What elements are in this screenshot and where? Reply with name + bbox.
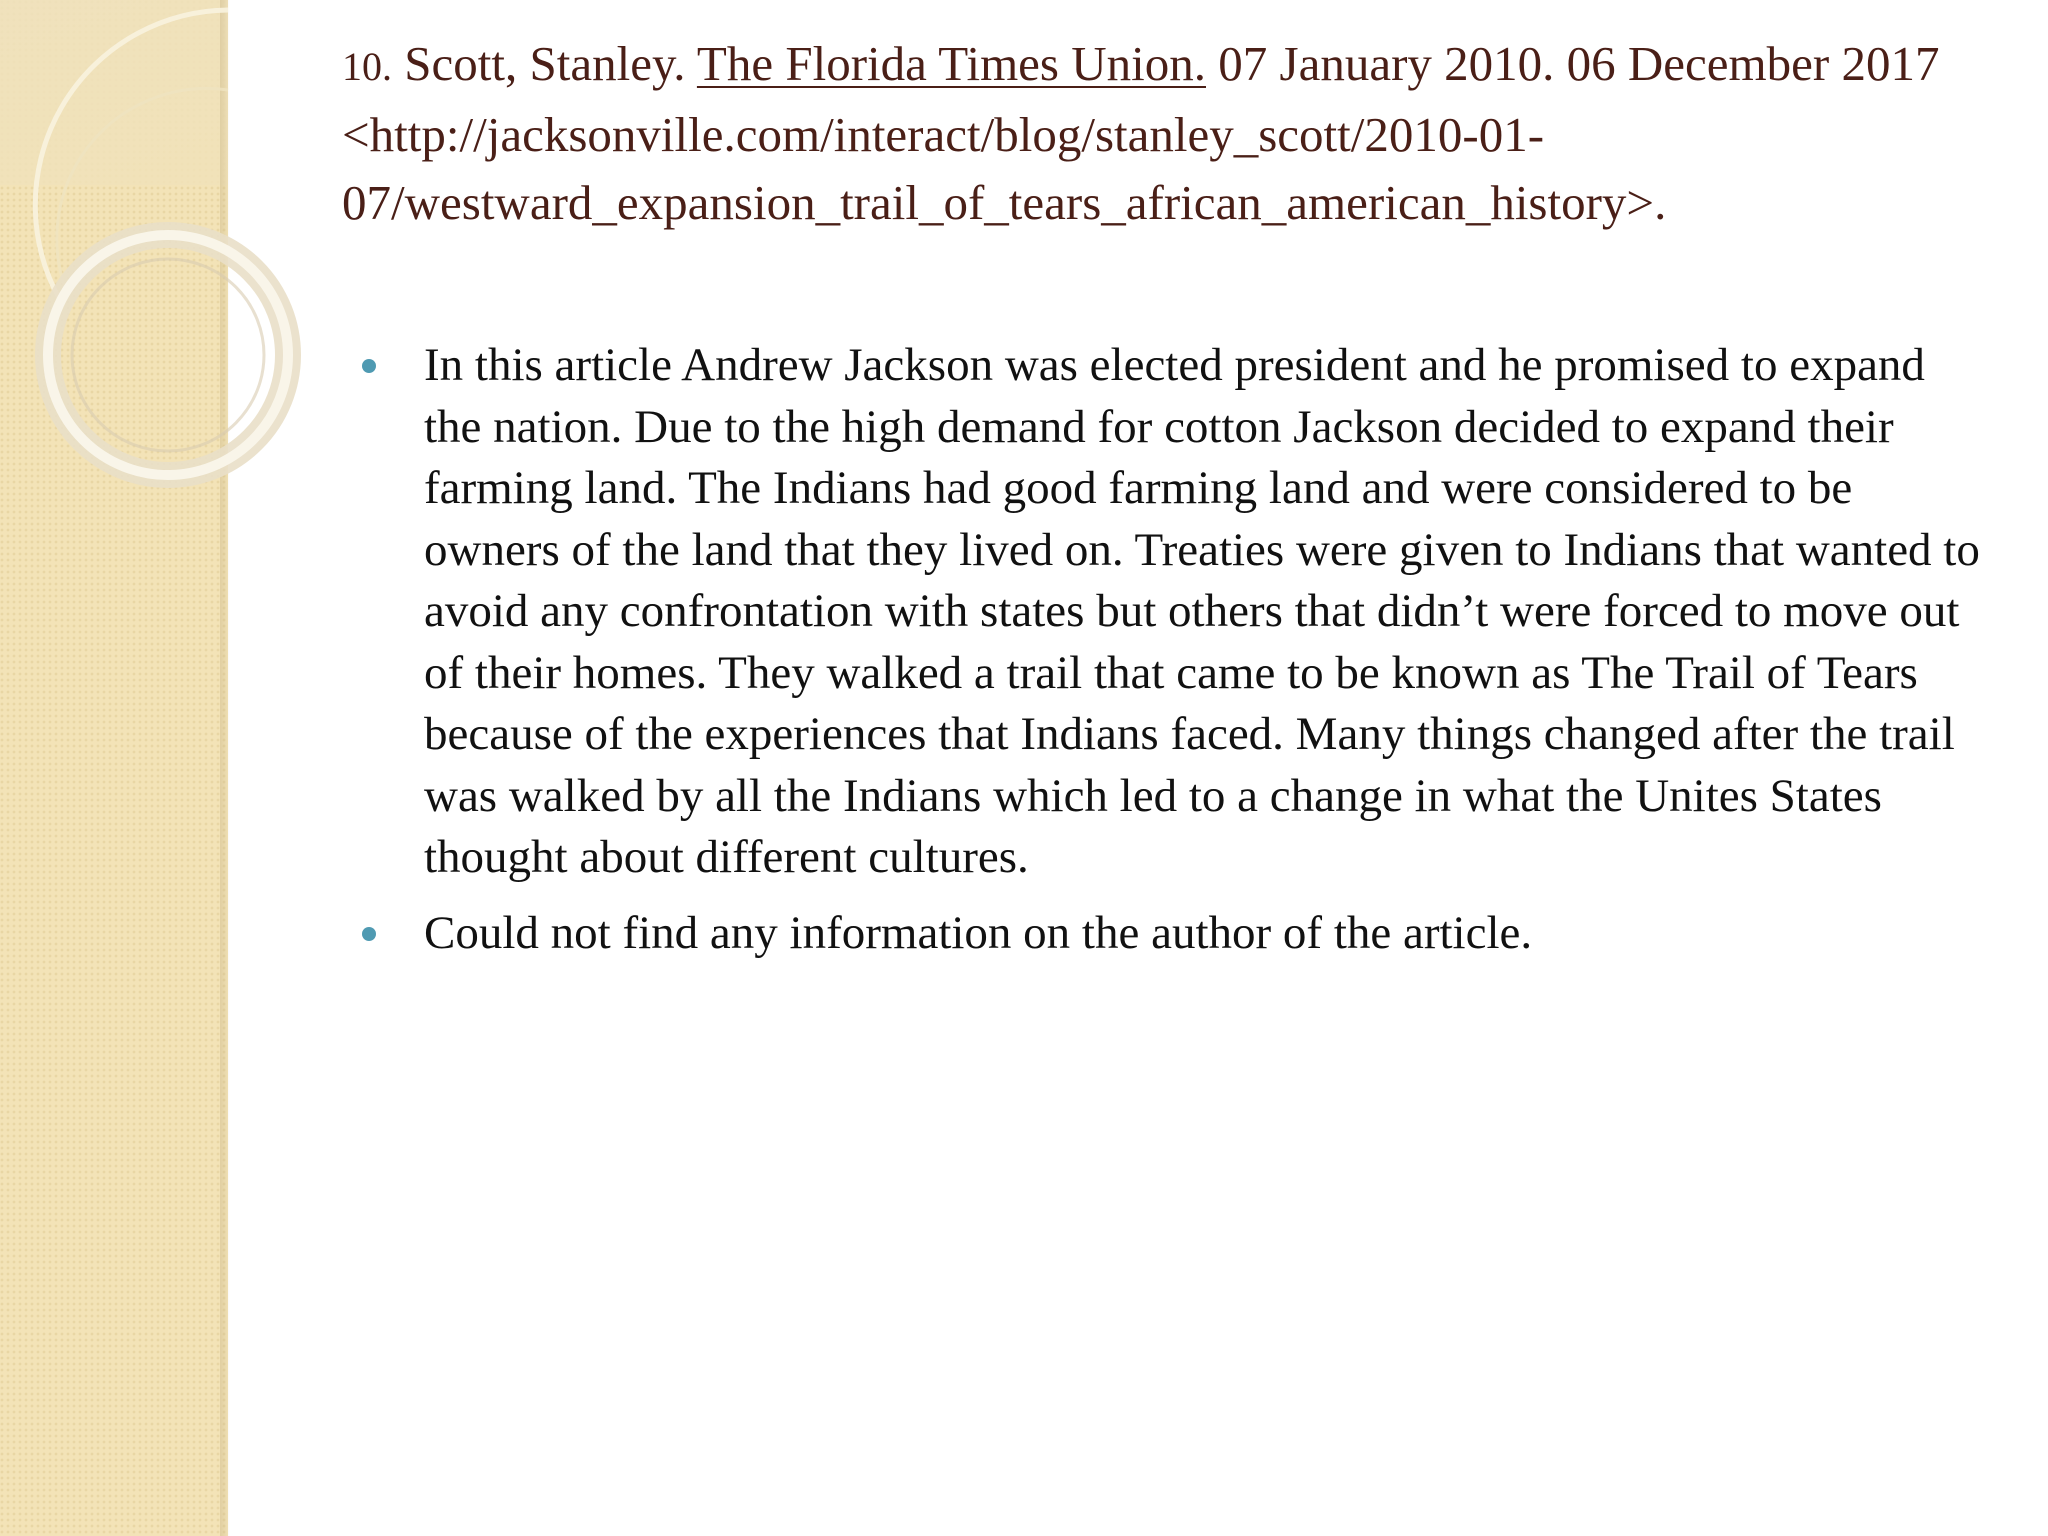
bullet-text: Could not find any information on the author of the article. <box>424 906 1533 959</box>
summary-bullet-list <box>360 335 1990 978</box>
citation-url-line-2: 07/westward_expansion_trail_of_tears_african_american_history>. <box>342 175 1667 230</box>
citation-url-line-1: <http://jacksonville.com/interact/blog/stanley_scott/2010-01- <box>342 107 1545 162</box>
bullet-item-author-note <box>360 903 1990 965</box>
citation-dates: 07 January 2010. 06 December 2017 <box>1218 36 1940 91</box>
bullet-dot-icon <box>362 359 376 373</box>
bullet-dot-icon <box>362 927 376 941</box>
bullet-text: In this article Andrew Jackson was elected president and he promised to expand the nation. Due to the high demand for cotton Jackson decided to expand their farming land. The Indians had good farming land and were considered to be owners of the land that they lived on. Treaties were given to Indians that wanted to avoid any confrontation with states but others that didn’t were forced to move out of their homes. They walked a trail that came to be known as The Trail of Tears because of the experiences that Indians faced. Many things changed after the trail was walked by all the Indians which led to a change in what the Unites States thought about different cultures. <box>424 339 1980 883</box>
bullet-item-summary <box>360 335 1990 889</box>
citation-number: 10. <box>342 44 392 89</box>
decorative-rings-icon <box>0 0 260 520</box>
citation-publication: The Florida Times Union. <box>696 36 1206 91</box>
citation-heading <box>342 30 2002 237</box>
citation-author: Scott, Stanley. <box>404 36 686 91</box>
